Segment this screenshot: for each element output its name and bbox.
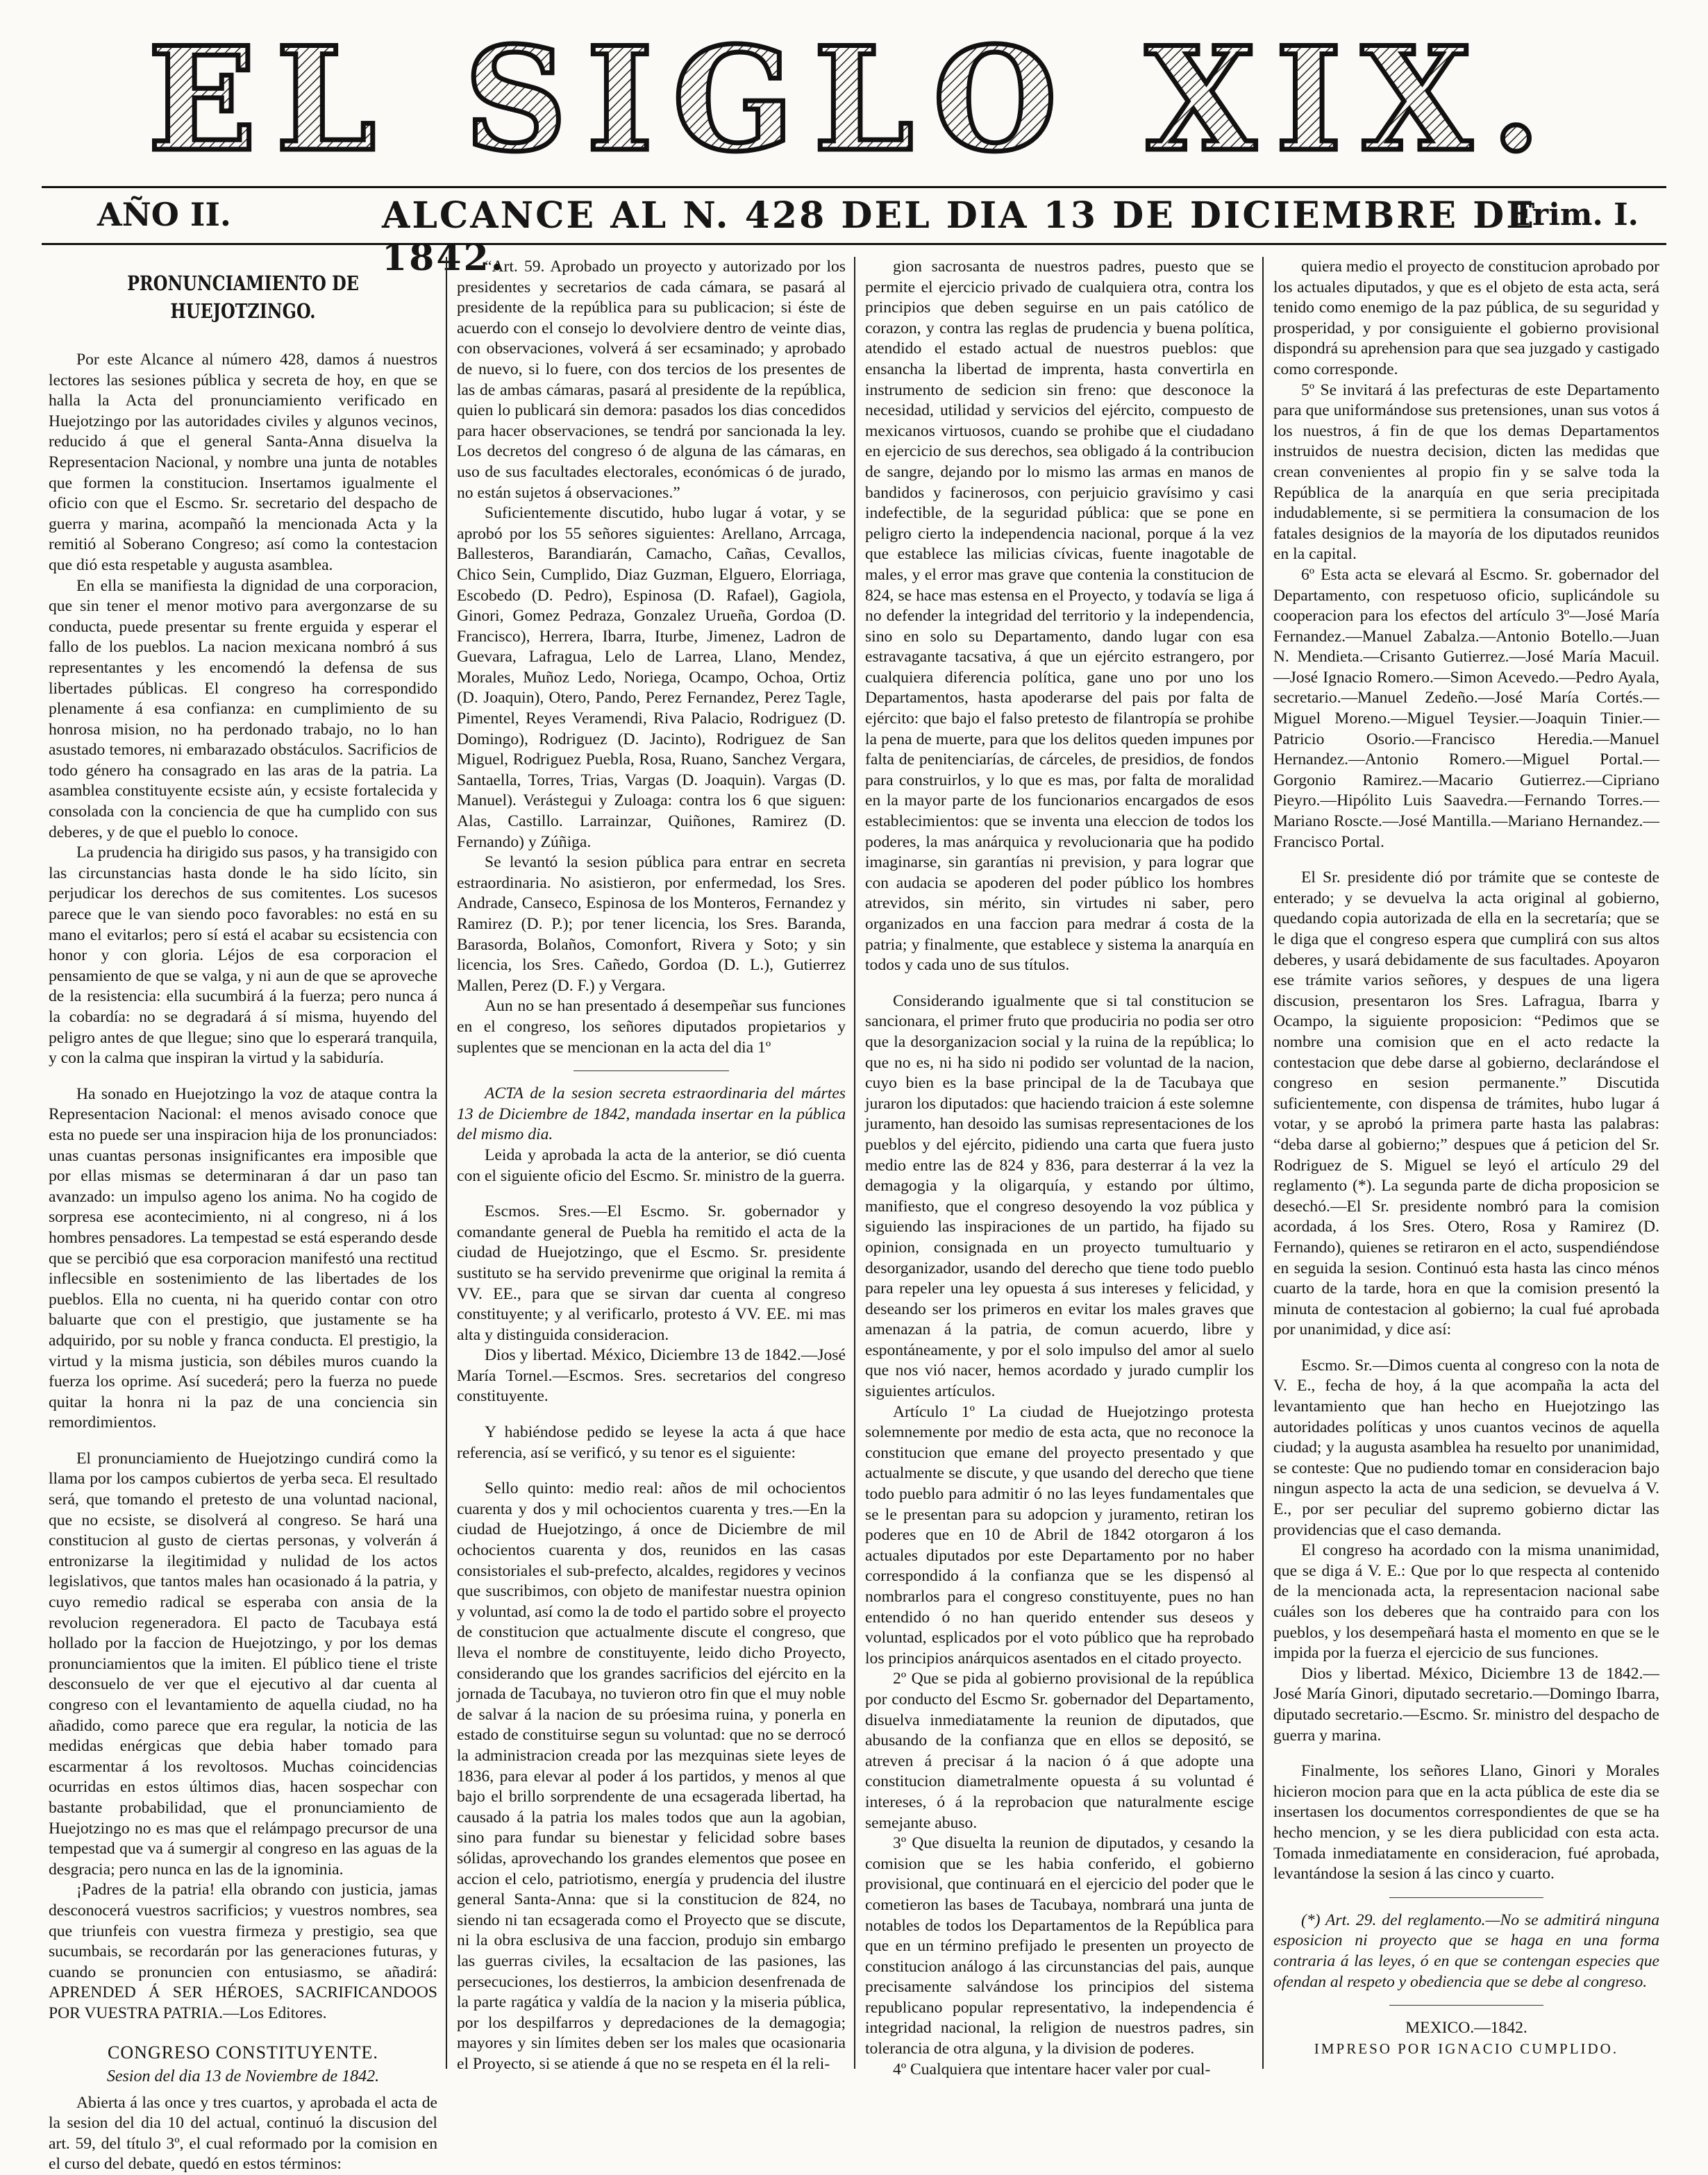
column-rule-2 (854, 257, 855, 2069)
imprint-printer: IMPRESO POR IGNACIO CUMPLIDO. (1314, 2040, 1619, 2057)
spacer (457, 1463, 846, 1479)
imprint-place: MEXICO.—1842. (1405, 2019, 1527, 2038)
spacer (1273, 1746, 1659, 1761)
spacer (49, 1434, 437, 1449)
paragraph: 5º Se invitará á las prefecturas de este Departamento para que uniformándose sus pretensiones, unan sus votos á los nuestros, á fin de que los demas Departamentos instruidos de nuestra decision, dicten las medidas que crean convenientes al propio fin y se salve toda la República de la anarquía en que seria precipitada indudablemente, si se permitiera la consumacion de los fatales designios de la mayoría de los diputados reunidos en la capital. (1273, 380, 1659, 564)
dateline-issue: ALCANCE AL N. 428 DEL DIA 13 DE DICIEMBRE DE 1842. (382, 194, 1536, 279)
paragraph: Escmo. Sr.—Dimos cuenta al congreso con la nota de V. E., fecha de hoy, á la que acompaña la acta del levantamiento que han hecho en Huejotzingo las autoridades políticas y unos cuantos vecinos de aquella ciudad; y la augusta asamblea ha resuelto por unanimidad, se conteste: Que no pudiendo tomar en consideracion bajo ningun aspecto la acta de una sedicion, se devuelva á V. E., por ser peculiar del supremo gobierno dictar las providencias que el caso demanda. (1273, 1356, 1659, 1539)
paragraph: 6º Esta acta se elevará al Escmo. Sr. gobernador del Departamento, con respetuoso oficio, suplicándole su cooperacion para los efectos del artículo 3º—José María Fernandez.—Manuel Zabalza.—Antonio Botello.—Juan N. Mendieta.—Crisanto Gutierrez.—José María Macuil.—José Ignacio Romero.—Simon Acevedo.—Pedro Ayala, secretario.—Manuel Zedeño.—José María Cortés.—Miguel Moreno.—Miguel Teysier.—Joaquin Tinier.—Patricio Osorio.—Francisco Heredia.—Manuel Hernandez.—Antonio Romero.—Miguel Portal.—Gorgonio Ramirez.—Macario Gutierrez.—Cipriano Pieyro.—Hipólito Luis Saavedra.—Fernando Torres.—Mariano Roscte.—José Mantilla.—Mariano Hernandez.—Francisco Portal. (1273, 565, 1659, 851)
paragraph: Y habiéndose pedido se leyese la acta á que hace referencia, así se verificó, y su tenor es el siguiente: (457, 1423, 846, 1462)
paragraph: Dios y libertad. México, Diciembre 13 de 1842.—José María Tornel.—Escmos. Sres. secretarios del congreso constituyente. (457, 1346, 846, 1406)
divider (1389, 1897, 1543, 1898)
paragraph: Finalmente, los señores Llano, Ginori y Morales hicieron mocion para que en la acta pública de este dia se insertasen los documentos correspondientes de que se ha hecho mencion, y se les diera publicidad con esta acta. Tomada inmediatamente en consideracion, fué aprobada, levantándose la sesion á las cinco y cuarto. (1273, 1762, 1659, 1883)
masthead-title: EL SIGLO XIX. (147, 17, 1561, 183)
spacer (457, 1186, 846, 1202)
paragraph: Suficientemente discutido, hubo lugar á votar, y se aprobó por los 55 señores siguientes: Arellano, Arrcaga, Ballesteros, Barandiarán, Camacho, Cañas, Cevallos, Chico Sein, Cumplido, Diaz Guzman, Elguero, Elorriaga, Escobedo (D. Pedro), Espinosa (D. Rafael), Gagiola, Ginori, Gomez Pedraza, Gonzalez Urueña, Gordoa (D. Francisco), Herrera, Ibarra, Iturbe, Jimenez, Ladron de Guevara, Lafragua, Lelo de Larrea, Llano, Mendez, Morales, Muñoz Ledo, Noriega, Ocampo, Ochoa, Ortiz (D. Joaquin), Otero, Pando, Perez Fernandez, Perez Tagle, Pimentel, Reyes Veramendi, Riva Palacio, Rodriguez (D. Domingo), Rodriguez (D. Jacinto), Rodriguez de San Miguel, Rodriguez Puebla, Rosa, Ruano, Sanchez Vergara, Santaella, Torres, Trias, Vargas (D. Joaquin). Vargas (D. Manuel). Verástegui y Zuloaga: contra los 6 que siguen: Alas, Castillo. Larrainzar, Quiñones, Ramirez (D. Fernando) y Zúñiga. (457, 504, 846, 851)
session-date: Sesion del dia 13 de Noviembre de 1842. (106, 2067, 380, 2086)
dateline-trimester: Trim. I. (1512, 197, 1639, 233)
divider (573, 1070, 729, 1071)
column-rule-3 (1262, 257, 1264, 2069)
paragraph: El pronunciamiento de Huejotzingo cundirá como la llama por los campos cubiertos de yerba seca. El resultado será, que tomando el pretesto de una voluntad nacional, que no ecsiste, se disolverá al congreso. Se hará una constitucion al gusto de ciertas personas, y volverán á entronizarse la ilegitimidad y nulidad de los actos legislativos, que tantos males han ocasionado á la patria, y cuyo remedio radical se esperaba con ansia de la revolucion regeneradora. El pacto de Tacubaya está hollado por la faccion de Huejotzingo, y por los demas pronunciamientos que la imiten. El público tiene el triste desconsuelo de ver que el ejecutivo al dar cuenta al congreso con el levantamiento de aquella ciudad, no ha añadido, como parece que era regular, la noticia de las medidas enérgicas que debia haber tomado para escarmentar á los revoltosos. Muchas coincidencias ocurridas en estos últimos dias, hacen sospechar con bastante probabilidad, que el pronunciamiento de Huejotzingo no es mas que el relámpago precursor de una tempestad que va á sumergir al congreso en las aguas de la desgracia; pero nunca en las de la ignominia. (49, 1449, 437, 1879)
paragraph: Abierta á las once y tres cuartos, y aprobada el acta de la sesion del dia 10 del actual, continuó la discusion del art. 59, del título 3º, el cual reformado por la comision en el curso del debate, quedó en estos términos: (49, 2093, 437, 2174)
paragraph: Artículo 1º La ciudad de Huejotzingo protesta solemnemente por medio de esta acta, que no reconoce la constitucion que emane del proyecto presentado y que actualmente se discute, y que usando del derecho que tiene todo pueblo para admitir ó no las leyes fundamentales que se le presentan para su adopcion y juramento, retiran los poderes que en 10 de Abril de 1842 otorgaron á los actuales diputados por este Departamento por no haber correspondido á la confianza que se les dispensó al nombrarlos para el congreso constituyente, pues no han entendido ó no han querido entender sus deseos y voluntad, esplicados por el voto público que ha reprobado los principios anárquicos asentados en el citado proyecto. (865, 1402, 1254, 1668)
paragraph: 2º Que se pida al gobierno provisional de la república por conducto del Escmo Sr. gobernador del Departamento, disuelva inmediatamente la reunion de diputados, que abusando de la confianza que en ellos se depositó, se atreven á precisar á la nacion ó á que adopte una constitucion diametralmente opuesta á su voluntad é intereses, ó á la reprobacion que naturalmente escige semejante abuso. (865, 1670, 1254, 1832)
spacer (1273, 1341, 1659, 1356)
spacer (865, 976, 1254, 991)
dateline-year: AÑO II. (97, 196, 231, 233)
paragraph: gion sacrosanta de nuestros padres, puesto que se permite el ejercicio privado de cualquiera otra, contra los principios que deben seguirse en un pais católico de corazon, y contra las reglas de prudencia y buena política, atendido el estado actual de nuestros pueblos: que ensancha la libertad de imprenta, hasta convertirla en instrumento de sedicion sin freno: que desconoce la necesidad, utilidad y servicios del ejército, compuesto de mexicanos virtuosos, cuando se prohibe que el ciudadano en ejercicio de sus derechos, sea obligado á la contribucion de sangre, dejando por lo mismo las armas en manos de bandidos y facinerosos, con perjuicio gravísimo y casi indefectible, de la seguridad pública: que se pone en peligro cierto la independencia nacional, porque á la vez que establece las milicias cívicas, fuente inagotable de males, y el error mas grave que contenia la constitucion de 824, se hace mas estensa en el Proyecto, y todavía se liga á no defender la integridad del territorio y la independencia, sino en solo su Departamento, dando lugar con esa estravagante tacsativa, á que un ejército estrangero, por cualquiera diferencia política, gane uno por uno los Departamentos, hasta apoderarse del pais por falta de ejército: que bajo el falso pretesto de filantropía se prohibe la pena de muerte, para que los delitos queden impunes por falta de penitenciarías, de cárceles, de presidios, de fondos para construirlos, y lo que es mas, por falta de moralidad en la mayor parte de los funcionarios encargados de esos establecimientos: que se inventa una eleccion de todos los poderes, la mas anárquica y revolucionaria que ha podido imaginarse, sin garantías ni prevision, y para lograr que con audacia se apoderen del poder público los hombres atrevidos, sin mérito, sin virtudes ni saber, pero organizados en una faccion para medrar á costa de la patria; y finalmente, que establece y sistema la anarquía en todos y cada uno de sus títulos. (865, 258, 1254, 975)
paragraph: La prudencia ha dirigido sus pasos, y ha transigido con las circunstancias hasta donde le ha sido lícito, sin perjudicar los derechos de sus comitentes. Los sucesos parece que le van siendo poco favorables: no está en su mano el evitarlos; pero sí está el acabar su ecsistencia con honor y con gloria. Léjos de esa corporacion el pensamiento de que se valga, y ni aun de que se aproveche de la resistencia: ella sucumbirá á la fuerza; pero nunca á la cobardía: no se degradará á sí misma, huyendo del peligro antes de que llegue; sino que lo esperará tranquila, y con la calma que inspiran la virtud y la sabiduría. (49, 843, 437, 1068)
dateline-rule (42, 243, 1666, 245)
paragraph: En ella se manifiesta la dignidad de una corporacion, que sin tener el menor motivo para avergonzarse de su conducta, puede presentar su frente erguida y esperar el fallo de los pueblos. La nacion mexicana nombró á sus representantes y les encomendó la defensa de sus libertades públicas. El congreso ha correspondido plenamente á esa confianza: en cumplimiento de su honrosa mision, no ha perdonado trabajo, no lo han asustado temores, ni embarazado obstáculos. Sacrificios de todo género ha consagrado en las aras de la patria. La asamblea constituyente ecsiste aún, y ecsiste fortalecida y consolada con la conciencia de que ha cumplido con sus deberes, y de que el pueblo lo conoce. (49, 576, 437, 841)
paragraph: Escmos. Sres.—El Escmo. Sr. gobernador y comandante general de Puebla ha remitido el acta de la ciudad de Huejotzingo, que el Escmo. Sr. presidente sustituto se ha servido prevenirme que original la remita á VV. EE., para que se sirvan dar cuenta al congreso constituyente; y al verificarlo, protesto á VV. EE. mi mas alta y distinguida consideracion. (457, 1202, 846, 1344)
masthead-ornament (42, 0, 1666, 184)
paragraph: Considerando igualmente que si tal constitucion se sancionara, el primer fruto que produciria no podia ser otro que la desorganizacion social y la ruina de la república; lo que no es, ni ha sido ni podido ser voluntad de la nacion, cuyo bien es la base principal de la de Tacubaya que juraron los diputados: que haciendo traicion á este solemne juramento, han desoido las sumisas representaciones de los pueblos y del ejército, pidiendo una carta que fuera justo medio entre las de 824 y 836, para desterrar á la vez la demagogia y la oligarquía, y estando por último, manifiesto, que el congreso desoyendo la voz pública y siguiendo las inspiraciones de un partido, ha fijado su opinion, consignada en un proyecto tumultuario y desorganizador, usando del derecho que tiene todo pueblo para repeler una ley opuesta á sus intereses y felicidad, y deseando ser los primeros en evitar los males graves que amenazan á la patria, de comun acuerdo, libre y espontáneamente, y por el solo impulso del amor al suelo que nos vió nacer, hemos acordado y jurado cumplir los siguientes artículos. (865, 991, 1254, 1401)
column-rule-1 (446, 257, 447, 2069)
paragraph: ¡Padres de la patria! ella obrando con justicia, jamas desconocerá vuestros sacrificios; y vuestros nombres, sea que triunfeis con vuestra firmeza y prestigio, sea que sucumbais, se recordarán por las generaciones futuras, y cuando se pronuncien con entusiasmo, se añadirá: APRENDED Á SER HÉROES, SACRIFICANDOOS POR VUESTRA PATRIA.—Los Editores. (49, 1881, 437, 2022)
paragraph: Leida y aprobada la acta de la anterior, se dió cuenta con el siguiente oficio del Escmo. Sr. ministro de la guerra. (457, 1145, 846, 1185)
paragraph: Por este Alcance al número 428, damos á nuestros lectores las sesiones pública y secreta de hoy, en que se halla la Acta del pronunciamiento verificado en Huejotzingo por las autoridades civiles y algunos vecinos, reducido á que el general Santa-Anna disuelva la Representacion Nacional, y nombre una junta de notables que formen la constitucion. Insertamos igualmente el oficio con que el Escmo. Sr. secretario del despacho de guerra y marina, acompañó la mencionada Acta y la remitió al Soberano Congreso; así como la contestacion que dió esta respetable y augusta asamblea. (49, 351, 437, 574)
paragraph: El Sr. presidente dió por trámite que se conteste de enterado; y se devuelva la acta original al gobierno, quedando copia autorizada de ella en la secretaría; que se le diga que el congreso espera que cumplirá con sus altos deberes, y usará debidamente de sus facultades. Apoyaron ese trámite varios señores, y despues de una ligera discusion, presentaron los Sres. Lafragua, Ibarra y Ocampo, la siguiente proposicion: “Pedimos que se nombre una comision que en el acto redacte la contestacion que debe darse al gobierno, declarándose el congreso en sesion permanente.” Discutida suficientemente, con dispensa de trámites, hubo lugar á votar, y se aprobó la primera parte hasta las palabras: “deba darse al gobierno;” despues que á peticion del Sr. Rodriguez de S. Miguel se leyó el artículo 29 del reglamento (*). La segunda parte de dicha proposicion se desechó.—El Sr. presidente nombró para la comision acordada, á los Sres. Otero, Rosa y Ramirez (D. Fernando), quienes se retiraron en el acto, suspendiéndose en seguida la sesion. Continuó esta hasta las cinco ménos cuarto de la tarde, hora en que la comision presentó la minuta de contestacion al gobierno; la cual fué aprobada por unanimidad, y dice así: (1273, 868, 1659, 1339)
divider (1389, 2005, 1543, 2006)
masthead (42, 0, 1666, 184)
spacer (457, 1407, 846, 1422)
footnote: (*) Art. 29. del reglamento.—No se admitirá ninguna esposicion ni proyecto que se haga en una forma contraria á las leyes, ó en que se contengan especies que ofendan al respeto y obediencia que se debe al congreso. (1273, 1911, 1659, 1991)
spacer (1273, 853, 1659, 868)
column-1 (49, 257, 437, 2174)
spacer (49, 1069, 437, 1084)
paragraph: “Art. 59. Aprobado un proyecto y autorizado por los presidentes y secretarios de cada cámara, se pasará al presidente de la república para su publicacion; si éste de acuerdo con el consejo lo devolviere dentro de veinte dias, con observaciones, volverá á ser ecsaminado; y aprobado de nuevo, si lo fuere, con dos tercios de los presentes de las de ambas cámaras, pasará al presidente de la república, quien lo publicará sin demora: pasados los dias concedidos para hacer observaciones, se tendrá por sancionada la ley. Los decretos del congreso ó de alguna de las cámaras, en uso de sus facultades electorales, económicas ó de jurado, no están sujetos á observaciones.” (457, 258, 846, 502)
acta-heading: ACTA de la sesion secreta estraordinaria del mártes 13 de Diciembre de 1842, mandada insertar en la pública del mismo dia. (457, 1084, 846, 1144)
column-2 (457, 257, 846, 2073)
paragraph: 3º Que disuelta la reunion de diputados, y cesando la comision que se les habia conferido, el gobierno provisional, que continuará en el ejercicio del poder que le cometieron las bases de Tacubaya, nombrará una junta de notables de todos los Departamentos de la República para que en un término prefijado le presenten un proyecto de constitucion análogo á las circunstancias del pais, aunque precisamente salvándose los principios del sistema republicano popular representativo, la independencia é integridad nacional, la religion de nuestros padres, sin tolerancia de otra alguna, y la division de poderes. (865, 1834, 1254, 2058)
paragraph: Se levantó la sesion pública para entrar en secreta estraordinaria. No asistieron, por enfermedad, los Sres. Andrade, Canseco, Espinosa de los Monteros, Fernandez y Ramirez (D. P.); por tener licencia, los Sres. Baranda, Barasorda, Bolaños, Comonfort, Rivera y Soto; y sin licencia, los Sres. Cañedo, Gordoa (D. L.), Gutierrez Mallen, Perez (D. F.) y Vergara. (457, 853, 846, 995)
section-heading: CONGRESO CONSTITUYENTE. (108, 2042, 378, 2063)
article-heading: PRONUNCIAMIENTO DE HUEJOTZINGO. (127, 271, 359, 323)
column-3 (865, 257, 1254, 2079)
dateline (42, 187, 1666, 279)
paragraph: Ha sonado en Huejotzingo la voz de ataque contra la Representacion Nacional: el menos avisado conoce que esta no puede ser una inspiracion hija de los pronunciados: unas cuantas personas insignificantes era imposible que por ellas mismas se determinaran á dar un paso tan avanzado: un impulso ageno los anima. No ha cogido de sorpresa ese acontecimiento, ni al congreso, ni á los hombres pensadores. La tempestad se está esperando desde que se percibió que esa corporacion manifestó una rectitud inflecsible en sostenimiento de las libertades de los pueblos. Ella no cuenta, ni ha querido contar con otro baluarte que con el prestigio, que justamente se ha adquirido, por su noble y franca conducta. El prestigio, la virtud y la misma justicia, son débiles muros cuando la fuerza los oprime. Así sucederá; pero la fuerza no puede quitar la honra ni la paz de una conciencia sin remordimientos. (49, 1084, 437, 1432)
paragraph: Aun no se han presentado á desempeñar sus funciones en el congreso, los señores diputados propietarios y suplentes que se mencionan en la acta del dia 1º (457, 997, 846, 1057)
paragraph: quiera medio el proyecto de constitucion aprobado por los actuales diputados, y que es el objeto de esta acta, será tenido como enemigo de la paz pública, de su seguridad y prosperidad, y por consiguiente el gobierno provisional dispondrá su aprehension para que sea juzgado y castigado como corresponde. (1273, 258, 1659, 378)
paragraph: Dios y libertad. México, Diciembre 13 de 1842.—José María Ginori, diputado secretario.—Domingo Ibarra, diputado secretario.—Escmo. Sr. ministro del despacho de guerra y marina. (1273, 1664, 1659, 1745)
paragraph: Sello quinto: medio real: años de mil ochocientos cuarenta y dos y mil ochocientos cuarenta y tres.—En la ciudad de Huejotzingo, á once de Diciembre de mil ochocientos cuarenta y dos, reunidos en las casas consistoriales el sub-prefecto, alcaldes, regidores y vecinos que suscribimos, con objeto de manifestar nuestra opinion y voluntad, así como la de todo el partido sobre el proyecto de constitucion que actualmente discute el congreso, que lleva el nombre de constituyente, leido dicho Proyecto, considerando que los grandes sacrificios del ejército en la jornada de Tacubaya, no tuvieron otro fin que el muy noble de salvar á la nacion de su próesima ruina, y ponerla en estado de constituirse segun su voluntad: que no se derrocó la administracion creada por las mezquinas siete leyes de 1836, para elevar al poder á los partidos, y menos al que bajo el brillo sorprendente de una ecsagerada libertad, ha causado á la patria los males todos que aun la agobian, sino para fundar su bienestar y felicidad sobre bases sólidas, aprovechando los grandes elementos que posee en accion el celo, patriotismo, energía y prudencia del ilustre general Santa-Anna: que si la constitucion de 824, no siendo ni tan ecsagerada como el Proyecto que se discute, ni la obra esclusiva de una faccion, produjo sin embargo las guerras civiles, la ecsaltacion de las pasiones, las persecuciones, los destierros, la ambicion desenfrenada de la parte ragática y valdía de la nacion y la miseria pública, por los despilfarros y depredaciones de la demagogia; mayores y sin límites deben ser los males que ocasionaria el Proyecto, si se atiende á que no se respeta en él la reli- (457, 1479, 846, 2073)
column-4 (1273, 257, 1659, 2062)
paragraph: El congreso ha acordado con la misma unanimidad, que se diga á V. E.: Que por lo que respecta al contenido de la mencionada acta, la representacion nacional sabe cuáles son los deberes que ha contraido para con los pueblos, y los desempeñará hasta el momento en que se le impida por la fuerza el ejercicio de sus funciones. (1273, 1541, 1659, 1663)
paragraph: 4º Cualquiera que intentare hacer valer por cual- (893, 2060, 1211, 2079)
